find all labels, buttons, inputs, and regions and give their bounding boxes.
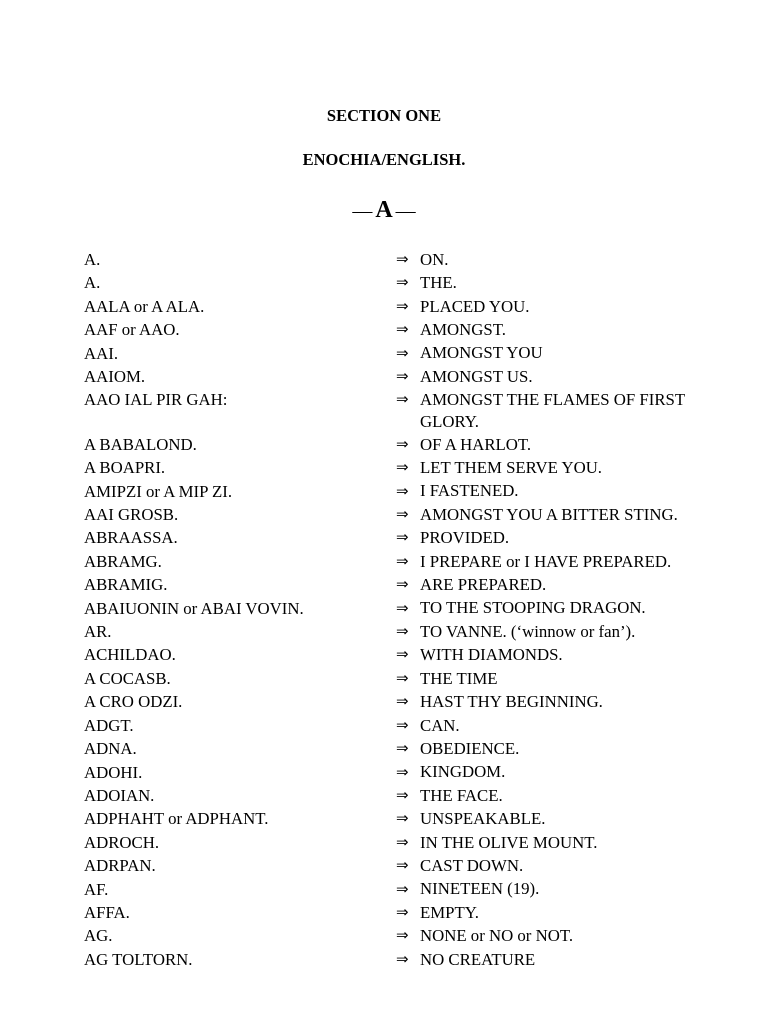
glossary-entry — [84, 573, 704, 596]
letter-heading-dash-left: — — [352, 200, 373, 222]
entry-term: ABRAMG. — [84, 551, 162, 571]
implies-arrow-icon: ⇒ — [396, 832, 409, 851]
implies-arrow-icon: ⇒ — [396, 320, 409, 339]
implies-arrow-icon: ⇒ — [396, 390, 409, 409]
entry-definition — [396, 901, 704, 924]
entry-meaning: PROVIDED. — [420, 528, 510, 548]
glossary-entry — [84, 550, 704, 573]
glossary-entry — [84, 690, 704, 713]
glossary-entry — [84, 761, 704, 784]
glossary-entry — [84, 784, 704, 807]
glossary-entry — [84, 620, 704, 643]
entry-meaning: AMONGST US. — [420, 366, 533, 386]
entry-definition — [396, 924, 704, 947]
section-subtitle: ENOCHIA/ENGLISH. — [302, 150, 466, 169]
entry-term: ADOHI. — [84, 762, 143, 782]
entry-meaning: CAST DOWN. — [420, 855, 524, 875]
entry-definition — [396, 854, 704, 877]
entry-meaning: AMONGST. — [420, 320, 506, 340]
entry-term: A. — [84, 273, 101, 293]
entry-meaning: UNSPEAKABLE. — [420, 809, 546, 829]
glossary-entry — [84, 433, 704, 456]
entry-meaning: NINETEEN (19). — [420, 879, 540, 899]
entry-term: ADOIAN. — [84, 785, 155, 805]
implies-arrow-icon: ⇒ — [396, 762, 409, 781]
entry-meaning: AMONGST YOU A BITTER STING. — [420, 504, 678, 524]
implies-arrow-icon: ⇒ — [396, 692, 409, 711]
entry-definition — [396, 318, 704, 341]
entry-definition — [396, 643, 704, 666]
entry-term: AG TOLTORN. — [84, 949, 193, 969]
entry-meaning: NO CREATURE — [420, 949, 536, 969]
entry-definition — [396, 526, 704, 549]
entry-definition — [396, 737, 704, 760]
entry-term: ABRAASSA. — [84, 528, 178, 548]
implies-arrow-icon: ⇒ — [396, 343, 409, 362]
entry-meaning: THE FACE. — [420, 785, 503, 805]
implies-arrow-icon: ⇒ — [396, 575, 409, 594]
entry-definition — [396, 456, 704, 479]
entry-term: A CRO ODZI. — [84, 692, 183, 712]
entry-term: AAI. — [84, 343, 119, 363]
entry-meaning: IN THE OLIVE MOUNT. — [420, 832, 598, 852]
glossary-entry — [84, 948, 704, 971]
entry-meaning: TO THE STOOPING DRAGON. — [420, 598, 646, 618]
glossary-entry — [84, 342, 704, 365]
entry-definition — [396, 295, 704, 318]
glossary-entry — [84, 248, 704, 271]
glossary-entry — [84, 318, 704, 341]
entry-definition — [396, 831, 704, 854]
entry-meaning: OF A HARLOT. — [420, 434, 532, 454]
implies-arrow-icon: ⇒ — [396, 902, 409, 921]
glossary-entry — [84, 807, 704, 830]
entry-meaning: NONE or NO or NOT. — [420, 926, 574, 946]
glossary-list — [84, 248, 704, 971]
entry-term: ADRPAN. — [84, 856, 156, 876]
entry-term: AR. — [84, 622, 112, 642]
implies-arrow-icon: ⇒ — [396, 434, 409, 453]
entry-term: AFFA. — [84, 902, 130, 922]
entry-term: A BABALOND. — [84, 434, 197, 454]
implies-arrow-icon: ⇒ — [396, 598, 409, 617]
entry-definition — [396, 948, 704, 971]
entry-definition — [396, 388, 704, 432]
entry-meaning: CAN. — [420, 715, 460, 735]
glossary-entry — [84, 271, 704, 294]
implies-arrow-icon: ⇒ — [396, 668, 409, 687]
implies-arrow-icon: ⇒ — [396, 505, 409, 524]
glossary-entry — [84, 526, 704, 549]
glossary-entry — [84, 456, 704, 479]
entry-term: ADGT. — [84, 715, 134, 735]
glossary-entry — [84, 597, 704, 620]
entry-meaning: KINGDOM. — [420, 762, 506, 782]
implies-arrow-icon: ⇒ — [396, 856, 409, 875]
implies-arrow-icon: ⇒ — [396, 879, 409, 898]
implies-arrow-icon: ⇒ — [396, 551, 409, 570]
entry-meaning: PLACED YOU. — [420, 296, 530, 316]
implies-arrow-icon: ⇒ — [396, 949, 409, 968]
implies-arrow-icon: ⇒ — [396, 273, 409, 292]
entry-term: AAIOM. — [84, 367, 146, 387]
entry-meaning: I PREPARE or I HAVE PREPARED. — [420, 551, 672, 571]
implies-arrow-icon: ⇒ — [396, 481, 409, 500]
entry-term: AALA or A ALA. — [84, 296, 205, 316]
implies-arrow-icon: ⇒ — [396, 250, 409, 268]
entry-meaning: THE. — [420, 273, 457, 293]
entry-definition — [396, 620, 704, 643]
entry-term: A COCASB. — [84, 668, 171, 688]
entry-meaning: WITH DIAMONDS. — [420, 645, 563, 665]
entry-meaning: ARE PREPARED. — [420, 575, 547, 595]
entry-definition — [396, 667, 704, 690]
entry-meaning: LET THEM SERVE YOU. — [420, 458, 603, 478]
implies-arrow-icon: ⇒ — [396, 785, 409, 804]
entry-term: ADPHAHT or ADPHANT. — [84, 809, 269, 829]
entry-definition — [396, 433, 704, 456]
entry-meaning: AMONGST THE FLAMES OF FIRST GLORY. — [420, 390, 685, 432]
entry-term: ABAIUONIN or ABAI VOVIN. — [84, 598, 304, 618]
entry-meaning: OBEDIENCE. — [420, 738, 520, 758]
entry-definition — [396, 573, 704, 596]
glossary-entry — [84, 854, 704, 877]
glossary-entry — [84, 503, 704, 526]
entry-term: ABRAMIG. — [84, 575, 168, 595]
implies-arrow-icon: ⇒ — [396, 458, 409, 477]
entry-meaning: THE TIME — [420, 668, 498, 688]
entry-definition — [396, 342, 704, 365]
glossary-entry — [84, 643, 704, 666]
implies-arrow-icon: ⇒ — [396, 296, 409, 315]
glossary-entry — [84, 388, 704, 432]
entry-definition — [396, 550, 704, 573]
implies-arrow-icon: ⇒ — [396, 367, 409, 386]
entry-term: AF. — [84, 879, 109, 899]
letter-heading-dash-right: — — [395, 200, 416, 222]
entry-term: AAI GROSB. — [84, 505, 179, 525]
implies-arrow-icon: ⇒ — [396, 739, 409, 758]
entry-definition — [396, 761, 704, 784]
letter-heading-letter: A — [375, 197, 393, 223]
entry-meaning: AMONGST YOU — [420, 343, 543, 363]
entry-definition — [396, 248, 704, 271]
glossary-entry — [84, 924, 704, 947]
entry-meaning: EMPTY. — [420, 902, 479, 922]
entry-meaning: ON. — [420, 249, 449, 269]
glossary-entry — [84, 295, 704, 318]
entry-term: AMIPZI or A MIP ZI. — [84, 481, 233, 501]
implies-arrow-icon: ⇒ — [396, 622, 409, 641]
entry-term: AAF or AAO. — [84, 320, 180, 340]
entry-definition — [396, 503, 704, 526]
entry-term: AAO IAL PIR GAH: — [84, 390, 228, 410]
glossary-entry — [84, 878, 704, 901]
entry-term: ADNA. — [84, 739, 137, 759]
implies-arrow-icon: ⇒ — [396, 809, 409, 828]
glossary-entry — [84, 667, 704, 690]
section-title: SECTION ONE — [326, 106, 442, 125]
implies-arrow-icon: ⇒ — [396, 645, 409, 664]
entry-definition — [396, 714, 704, 737]
entry-definition — [396, 807, 704, 830]
entry-term: ACHILDAO. — [84, 645, 176, 665]
entry-definition — [396, 878, 704, 901]
entry-term: AG. — [84, 926, 113, 946]
glossary-entry — [84, 831, 704, 854]
entry-definition — [396, 690, 704, 713]
implies-arrow-icon: ⇒ — [396, 926, 409, 945]
entry-definition — [396, 271, 704, 294]
entry-term: A. — [84, 250, 101, 269]
implies-arrow-icon: ⇒ — [396, 715, 409, 734]
glossary-entry — [84, 365, 704, 388]
entry-meaning: TO VANNE. (‘winnow or fan’). — [420, 621, 636, 641]
entry-definition — [396, 480, 704, 503]
entry-definition — [396, 784, 704, 807]
glossary-entry — [84, 737, 704, 760]
entry-meaning: HAST THY BEGINNING. — [420, 692, 603, 712]
entry-definition — [396, 597, 704, 620]
entry-meaning: I FASTENED. — [420, 481, 519, 501]
glossary-entry — [84, 901, 704, 924]
glossary-entry — [84, 480, 704, 503]
implies-arrow-icon: ⇒ — [396, 528, 409, 547]
entry-definition — [396, 365, 704, 388]
glossary-entry — [84, 714, 704, 737]
entry-term: ADROCH. — [84, 832, 160, 852]
letter-heading — [0, 196, 768, 225]
entry-term: A BOAPRI. — [84, 458, 166, 478]
